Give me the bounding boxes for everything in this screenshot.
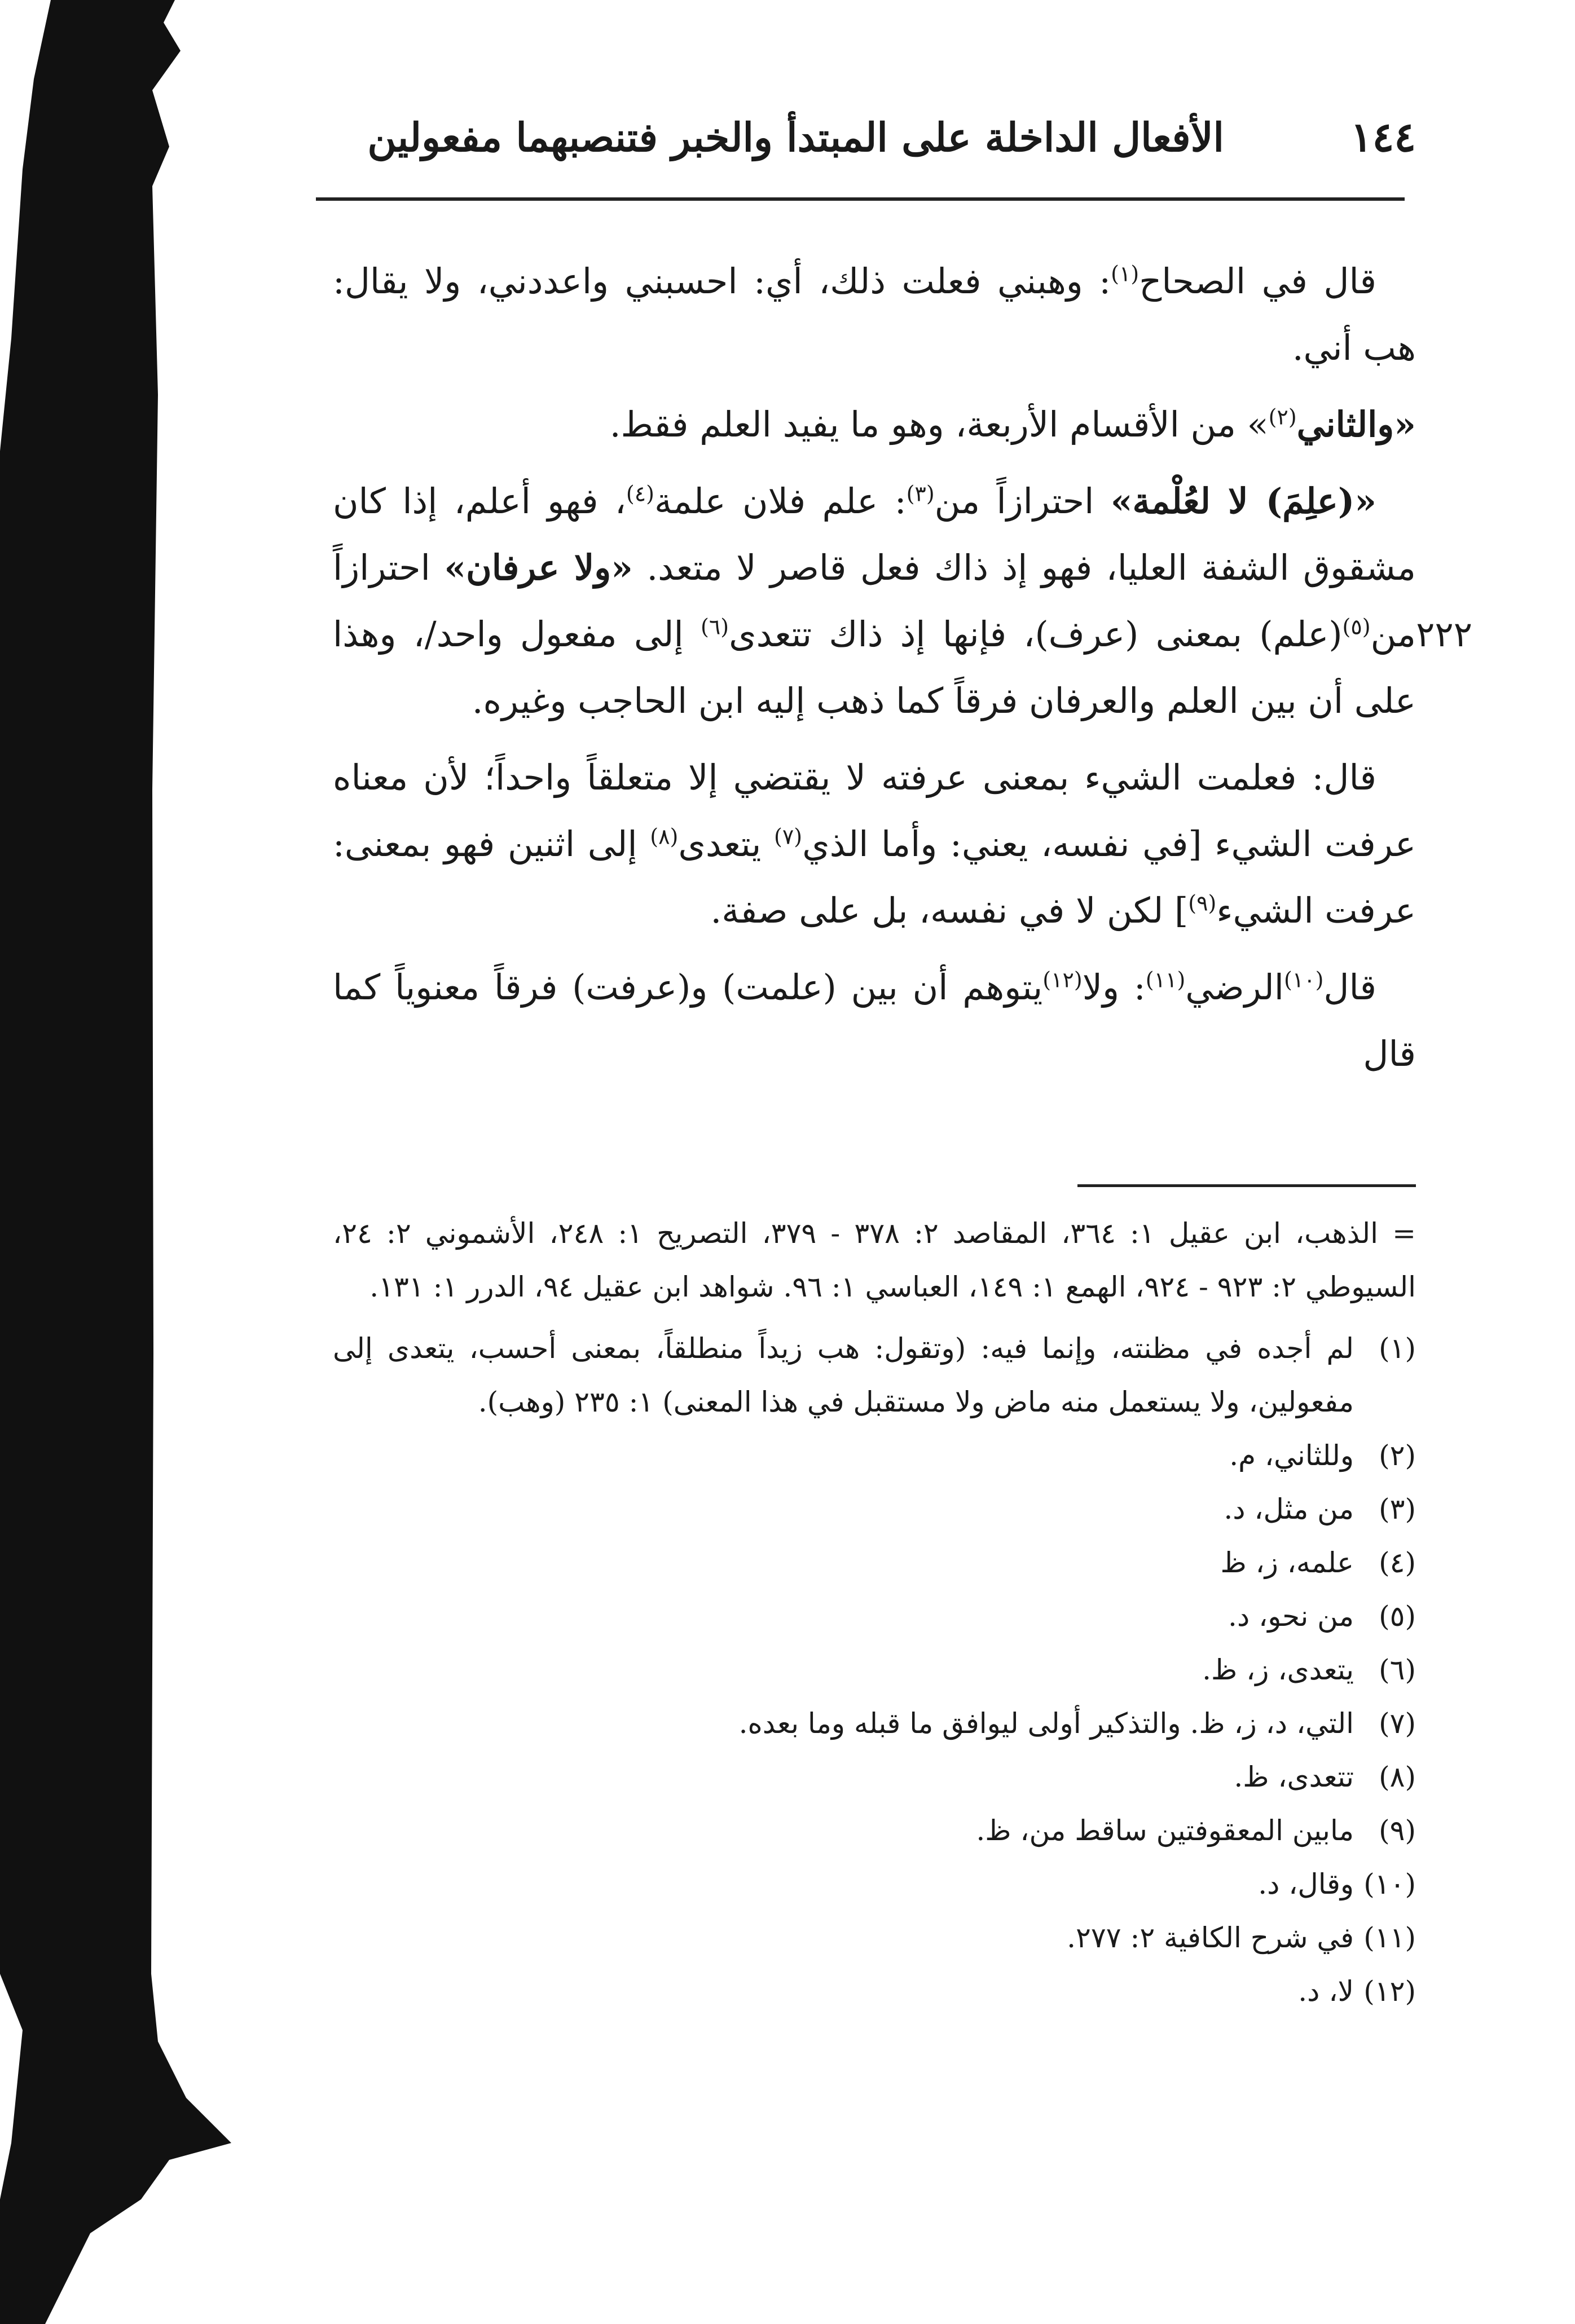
footnote-item — [333, 1804, 1416, 1858]
footnotes — [333, 1207, 1416, 2018]
bold-term: «(علِمَ) لا لعُلْمة» — [1110, 480, 1377, 522]
page-number: ١٤٤ — [1350, 113, 1416, 161]
footnote-item — [333, 1643, 1416, 1697]
footnote-ref: (٣) — [906, 481, 935, 506]
text-segment: : وهبني فعلت ذلك، أي: احسبني واعددني، ولا يقال: هب أني. — [333, 261, 1416, 368]
footnote-text: يتعدى، ز، ظ. — [1202, 1653, 1354, 1686]
footnote-item — [333, 1911, 1416, 1965]
text-segment: إلى اثنين فهو بمعنى: عرفت الشيء — [333, 823, 1416, 931]
footnote-list — [333, 1322, 1416, 2018]
footnote-item — [333, 1483, 1416, 1536]
footnote-item — [333, 1322, 1416, 1429]
footnote-text: من نحو، د. — [1228, 1600, 1354, 1633]
footnote-number: (٤) — [1379, 1546, 1416, 1579]
text-segment: : ولا — [1082, 967, 1146, 1008]
footnote-item — [333, 1590, 1416, 1643]
footnote-number: (٨) — [1379, 1761, 1416, 1793]
book-page — [316, 85, 1472, 2228]
footnote-item — [333, 1750, 1416, 1804]
footnote-ref: (١٠) — [1283, 967, 1324, 993]
footnote-ref: (٩) — [1188, 890, 1217, 916]
footnote-text: وللثاني، م. — [1229, 1439, 1354, 1472]
footnote-number: (٥) — [1379, 1600, 1416, 1633]
text-segment: ، فهو أعلم، إذا كان مشقوق الشفة العليا، فهو إذ ذاك فعل قاصر لا متعد. — [333, 480, 1416, 588]
footnote-ref: (٤) — [626, 481, 654, 506]
text-segment: (علم) بمعنى (عرف)، فإنها إذ ذاك تتعدى — [729, 614, 1343, 655]
footnote-number: (٩) — [1379, 1814, 1416, 1847]
footnote-ref: (٦) — [701, 614, 729, 640]
text-segment: : علم فلان علمة — [654, 480, 907, 522]
footnote-text: تتعدى، ظ. — [1234, 1761, 1354, 1793]
footnote-ref: (١) — [1111, 261, 1140, 286]
paragraph-5 — [333, 954, 1416, 1087]
footnote-ref: (٢) — [1268, 404, 1297, 430]
text-segment: يتعدى — [678, 823, 775, 865]
footnote-number: (٢) — [1379, 1439, 1416, 1472]
text-segment: إلى مفعول واحد/، وهذا على أن بين العلم والعرفان فرقاً كما ذهب إليه ابن الحاجب وغيره. — [333, 614, 1416, 721]
footnote-number: (١) — [1379, 1332, 1416, 1365]
footnote-text: وقال، د. — [1258, 1868, 1354, 1900]
running-title: الأفعال الداخلة على المبتدأ والخبر فتنصبهما مفعولين — [367, 114, 1224, 161]
footnote-text: من مثل، د. — [1224, 1493, 1354, 1525]
footnote-ref: (١١) — [1145, 967, 1186, 993]
footnote-text: لم أجده في مظنته، وإنما فيه: (وتقول: هب زيداً منطلقاً، بمعنى أحسب، يتعدى إلى مفعولين، ولا يستعمل منه ماض ولا مستقبل في هذا المعنى) ١: ٢٣٥ (وهب). — [333, 1332, 1354, 1418]
footnote-ref: (٥) — [1342, 614, 1371, 640]
text-segment: » من الأقسام الأربعة، وهو ما يفيد العلم فقط. — [609, 404, 1269, 445]
footnote-item — [333, 1965, 1416, 2018]
footnote-ref: (٧) — [774, 824, 803, 849]
footnote-item — [333, 1536, 1416, 1590]
footnote-rule — [1077, 1184, 1416, 1187]
text-segment: احترازاً من — [934, 480, 1111, 522]
text-segment: ] لكن لا في نفسه، بل على صفة. — [710, 890, 1189, 931]
header-rule — [316, 197, 1405, 201]
main-text — [333, 248, 1472, 1097]
bold-term: «والثاني — [1296, 404, 1416, 445]
text-segment: قال — [1323, 967, 1376, 1008]
margin-page-number: ٢٢٢ — [1416, 614, 1472, 655]
text-segment: قال في الصحاح — [1139, 261, 1376, 302]
text-segment: الرضي — [1185, 967, 1284, 1008]
footnote-ref: (١٢) — [1042, 967, 1083, 993]
footnote-number: (١١) — [1363, 1921, 1416, 1954]
footnote-item — [333, 1697, 1416, 1750]
text-segment: يتوهم أن بين (علمت) و(عرفت) فرقاً معنوياً كما قال — [333, 967, 1416, 1074]
page-header — [316, 102, 1438, 180]
text-segment: احترازاً من — [333, 547, 1416, 655]
footnote-text: التي، د، ز، ظ. والتذكير أولى ليوافق ما قبله وما بعده. — [738, 1707, 1354, 1740]
footnote-text: علمه، ز، ظ — [1220, 1546, 1354, 1579]
footnote-item — [333, 1858, 1416, 1911]
footnote-text: مابين المعقوفتين ساقط من، ظ. — [976, 1814, 1354, 1847]
footnote-item — [333, 1429, 1416, 1483]
footnote-number: (١٢) — [1363, 1975, 1416, 2008]
paragraph-1 — [333, 248, 1416, 381]
binding-shadow — [0, 0, 243, 2324]
footnote-number: (٧) — [1379, 1707, 1416, 1740]
bold-term: «ولا عرفان» — [444, 547, 633, 588]
paragraph-2 — [333, 391, 1416, 458]
footnote-number: (١٠) — [1363, 1868, 1416, 1900]
paragraph-3 — [333, 468, 1472, 734]
footnote-ref: (٨) — [650, 824, 679, 849]
footnote-text: في شرح الكافية ٢: ٢٧٧. — [1067, 1921, 1354, 1954]
footnote-number: (٦) — [1379, 1653, 1416, 1686]
footnote-number: (٣) — [1379, 1493, 1416, 1525]
text-segment: قال: فعلمت الشيء بمعنى عرفته لا يقتضي إلا متعلقاً واحداً؛ لأن معناه عرفت الشيء [في نفسه، يعني: وأما الذي — [333, 757, 1416, 865]
paragraph-4 — [333, 744, 1416, 944]
footnote-text: لا، د. — [1298, 1975, 1354, 2008]
footnote-continuation: = الذهب، ابن عقيل ١: ٣٦٤، المقاصد ٢: ٣٧٨ - ٣٧٩، التصريح ١: ٢٤٨، الأشموني ٢: ٢٤، السيوطي ٢: ٩٢٣ - ٩٢٤، الهمع ١: ١٤٩، العباسي ١: ٩٦. شواهد ابن عقيل ٩٤، الدرر ١: ١٣١. — [333, 1217, 1416, 1303]
